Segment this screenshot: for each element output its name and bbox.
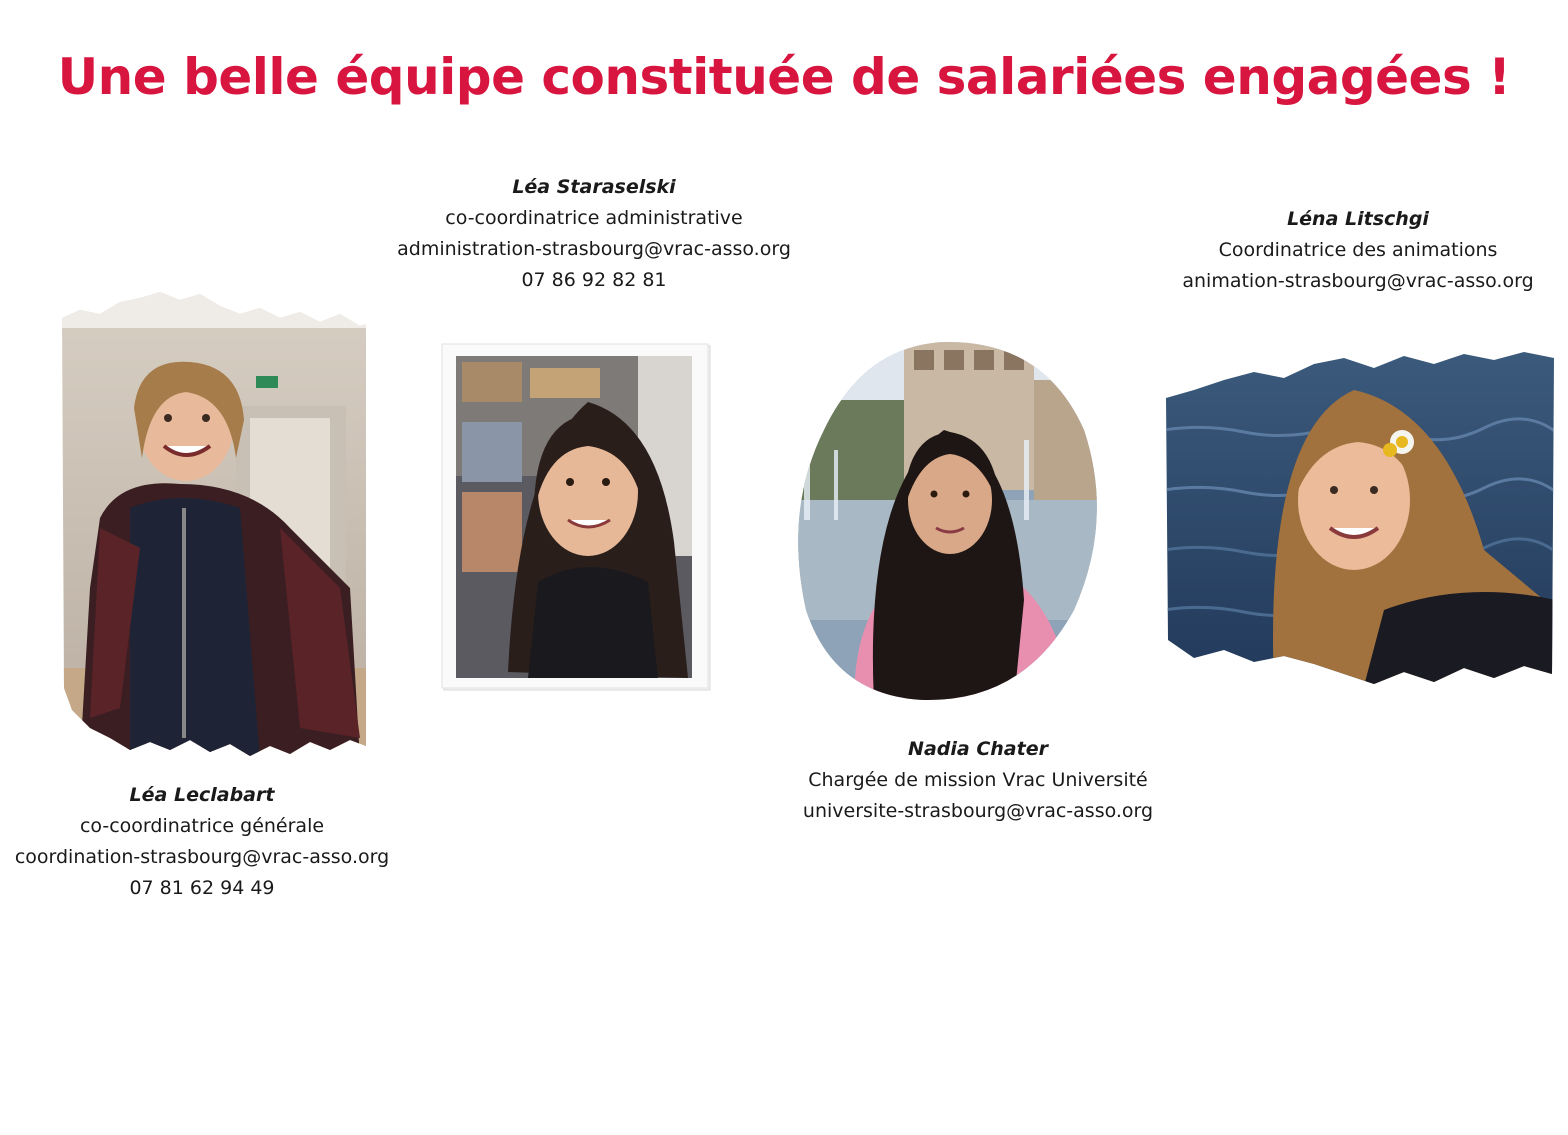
member-role: Coordinatrice des animations [1218,239,1498,261]
member-name: Nadia Chater [908,738,1048,760]
member-name: Léna Litschgi [1287,208,1429,230]
page-title: Une belle équipe constituée de salariées engagées ! [57,48,1511,106]
member-role: Chargée de mission Vrac Université [808,769,1148,791]
member-card-lena-litschgi [1168,204,1548,297]
member-name: Léa Leclabart [129,784,275,806]
photo-lena-litschgi [1164,350,1556,686]
member-phone: 07 86 92 82 81 [521,269,667,291]
member-email: administration-strasbourg@vrac-asso.org [397,238,791,260]
member-role: co-coordinatrice générale [79,815,325,837]
member-email: coordination-strasbourg@vrac-asso.org [14,846,390,868]
member-email: universite-strasbourg@vrac-asso.org [802,800,1154,822]
photo-lea-staraselski [438,342,720,698]
member-role: co-coordinatrice administrative [445,207,743,229]
member-card-lea-staraselski [394,172,794,296]
photo-lea-leclabart [60,288,370,760]
member-phone: 07 81 62 94 49 [129,877,275,899]
member-email: animation-strasbourg@vrac-asso.org [1182,270,1534,292]
member-card-lea-leclabart [2,780,402,904]
member-card-nadia-chater [786,734,1170,827]
member-name: Léa Staraselski [512,176,676,198]
photo-nadia-chater [794,340,1106,702]
